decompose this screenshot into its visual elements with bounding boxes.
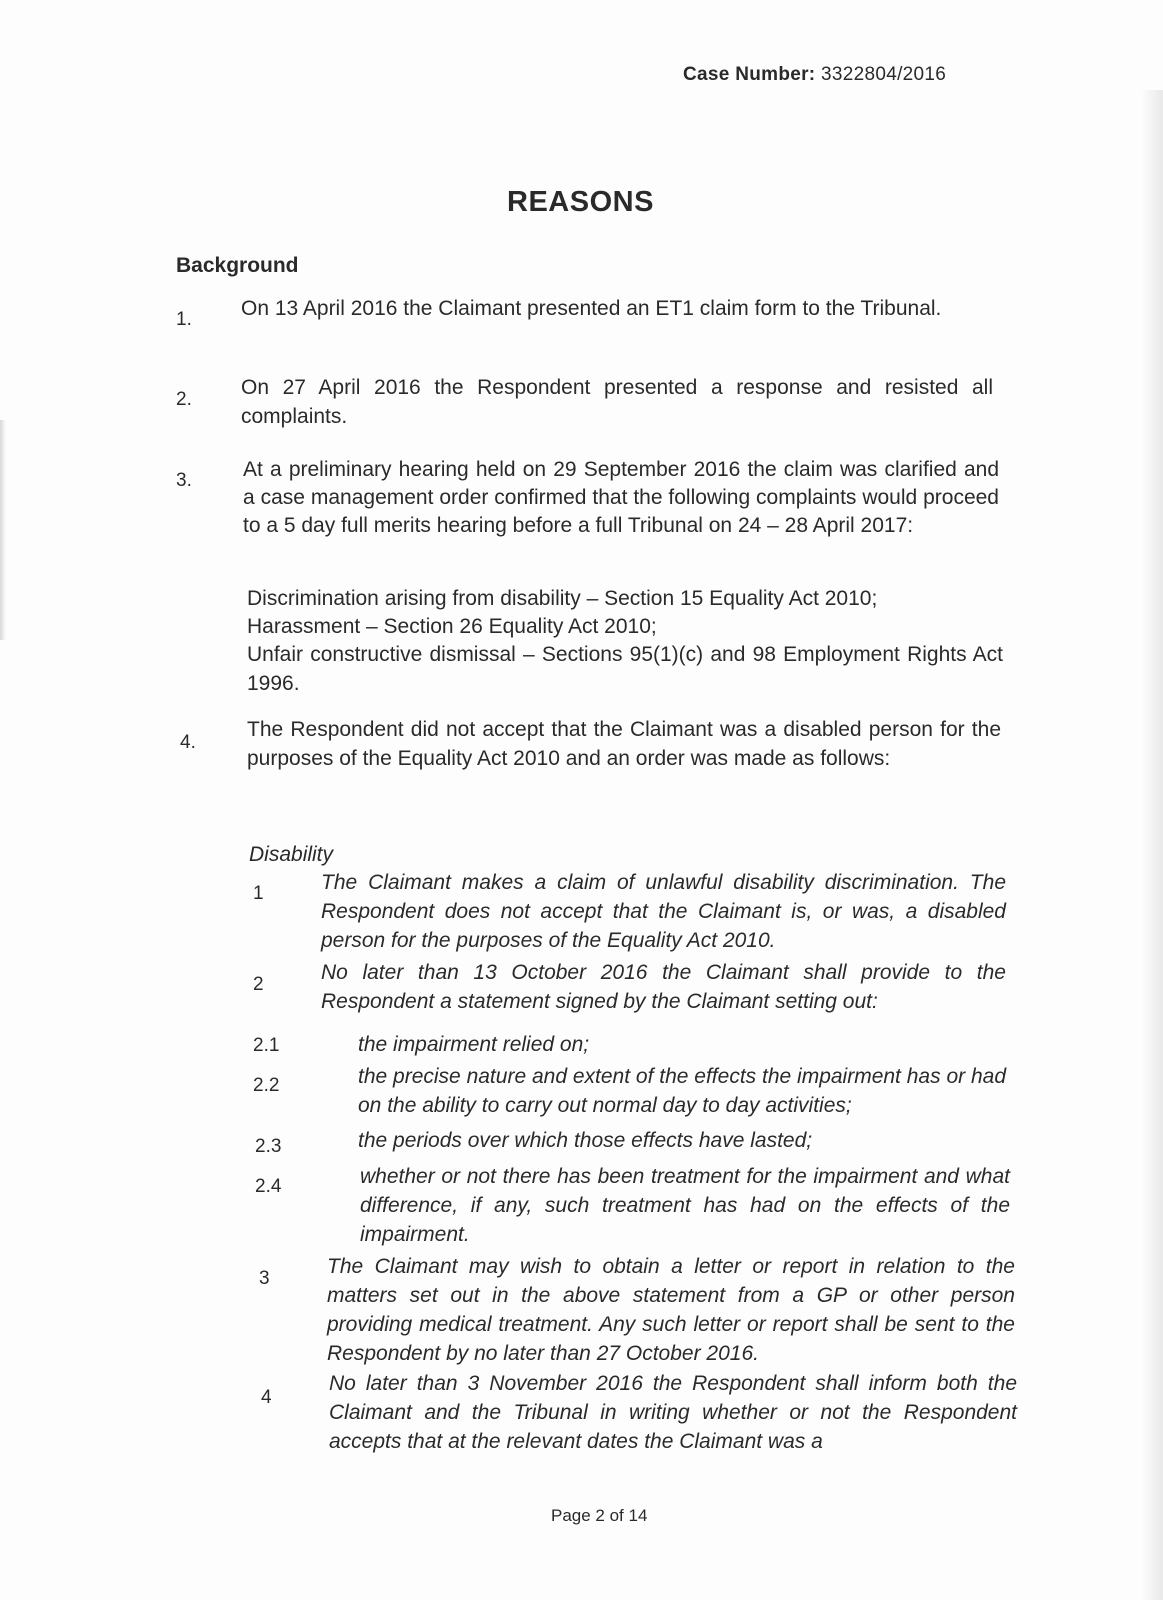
- page-edge-shadow: [1141, 90, 1163, 1600]
- case-number-value: 3322804/2016: [821, 64, 947, 85]
- paragraph-number: 2.: [176, 389, 192, 410]
- order-item-text: the periods over which those effects have lasted;: [358, 1129, 813, 1152]
- page-title: REASONS: [507, 186, 654, 218]
- order-item-number: 2.3: [255, 1136, 282, 1157]
- order-item-text: The Claimant makes a claim of unlawful disability discrimination. The Respondent does not accept that the Claimant is, or was, a disabled person for the purposes of the Equality Act 2010.: [321, 871, 1006, 952]
- page-edge-shadow-left: [0, 420, 6, 640]
- case-number-label: Case Number:: [683, 64, 816, 85]
- order-item-text: the impairment relied on;: [358, 1033, 590, 1056]
- order-item-number: 3: [259, 1268, 270, 1289]
- order-item-number: 2.1: [253, 1035, 280, 1056]
- paragraph-text: At a preliminary hearing held on 29 September 2016 the claim was clarified and a case management order confirmed that the following complaints would proceed to a 5 day full merits hearing before a full Tribunal on 24 – 28 April 2017:: [243, 458, 999, 537]
- paragraph-text: The Respondent did not accept that the Claimant was a disabled person for the purposes of the Equality Act 2010 and an order was made as follows:: [247, 718, 1001, 770]
- order-item-text: whether or not there has been treatment for the impairment and what difference, if any, such treatment has had on the effects of the impairment.: [360, 1165, 1010, 1246]
- paragraph-text: On 27 April 2016 the Respondent presented a response and resisted all complaints.: [241, 376, 993, 428]
- paragraph-number: 1.: [176, 309, 192, 330]
- order-item-text: The Claimant may wish to obtain a letter or report in relation to the matters set out in the above statement from a GP or other person providing medical treatment. Any such letter or report shall be sent to the Respondent by no later than 27 October 2016.: [327, 1255, 1015, 1365]
- paragraph-text: On 13 April 2016 the Claimant presented an ET1 claim form to the Tribunal.: [241, 297, 942, 320]
- paragraph-number: 4.: [180, 732, 196, 753]
- order-item-text: No later than 3 November 2016 the Respondent shall inform both the Claimant and the Tribunal in writing whether or not the Respondent accepts that at the relevant dates the Claimant was a: [329, 1372, 1017, 1453]
- complaint-item: Unfair constructive dismissal – Sections 95(1)(c) and 98 Employment Rights Act 1996.: [247, 643, 1003, 695]
- section-heading: Background: [176, 254, 299, 277]
- order-item-number: 2.2: [253, 1075, 280, 1096]
- order-item-number: 2.4: [255, 1176, 282, 1197]
- complaint-item: Discrimination arising from disability – Section 15 Equality Act 2010;: [247, 587, 878, 610]
- order-item-number: 2: [253, 974, 264, 995]
- order-item-number: 4: [261, 1387, 272, 1408]
- order-item-text: the precise nature and extent of the effects the impairment has or had on the ability to carry out normal day to day activities;: [358, 1065, 1006, 1117]
- page-number: Page 2 of 14: [551, 1506, 648, 1525]
- order-item-number: 1: [253, 883, 264, 904]
- case-number: [683, 64, 946, 86]
- order-heading: Disability: [249, 843, 334, 866]
- order-item-text: No later than 13 October 2016 the Claimant shall provide to the Respondent a statement signed by the Claimant setting out:: [321, 961, 1006, 1013]
- complaint-item: Harassment – Section 26 Equality Act 2010;: [247, 615, 657, 638]
- paragraph-number: 3.: [176, 470, 192, 491]
